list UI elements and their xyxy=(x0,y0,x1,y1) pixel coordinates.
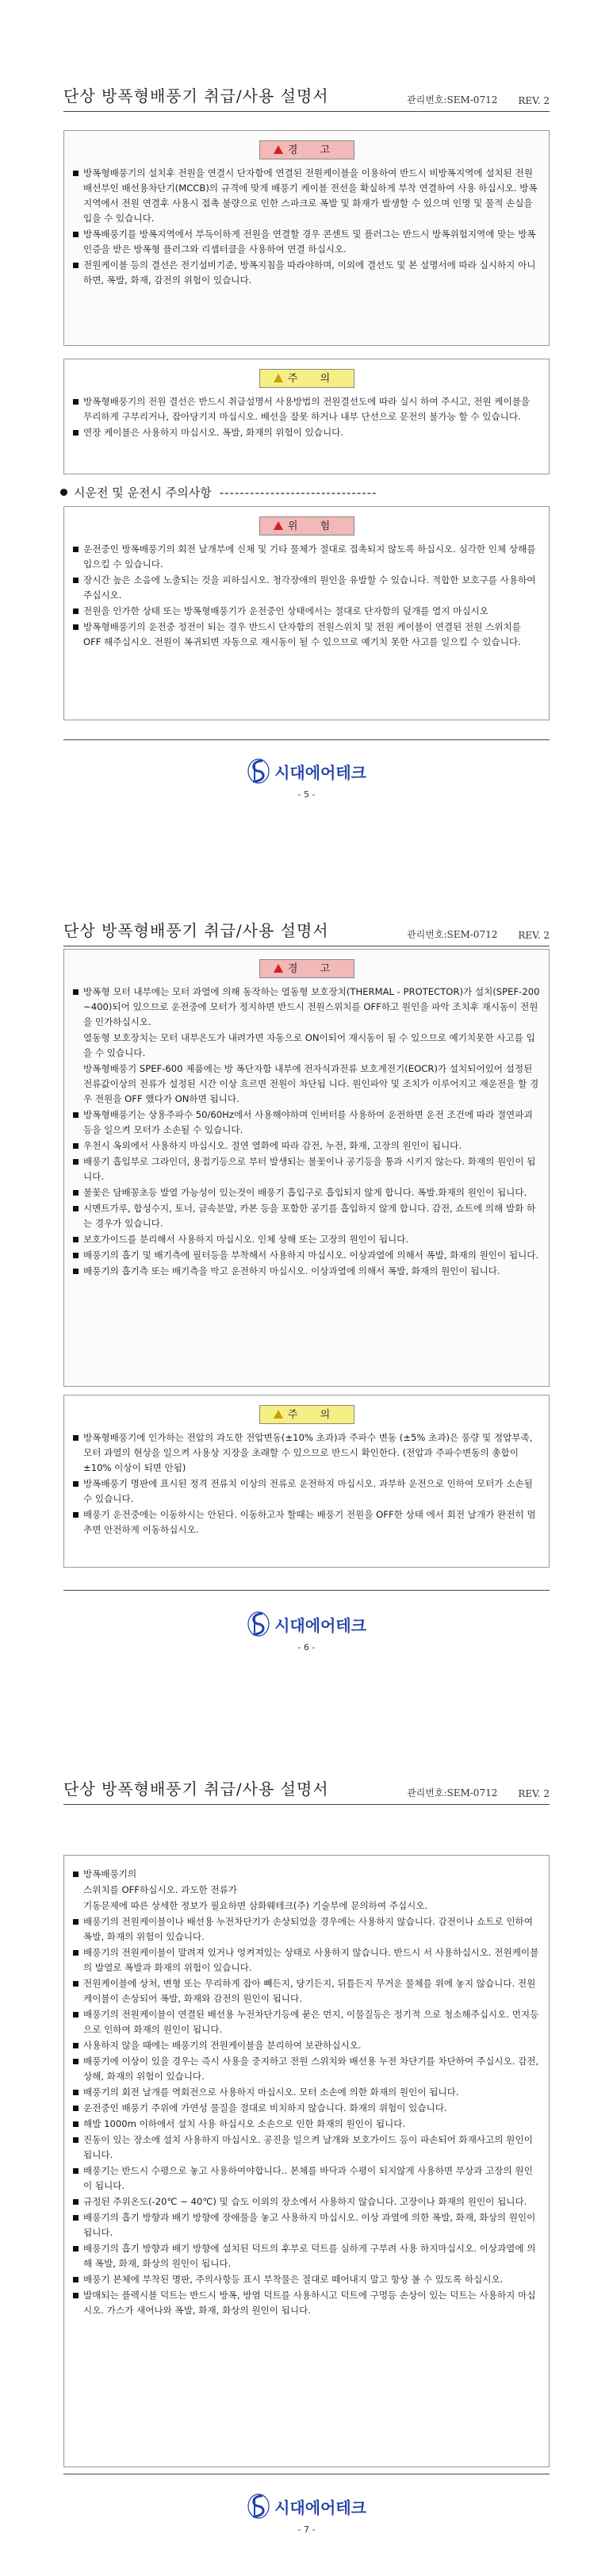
company-logo xyxy=(0,1610,613,1637)
list-item: 배풍기 본체에 부착된 명판, 주의사항등 표시 부착물은 절대로 떼어내지 말고 항상 볼 수 있도록 하십시오. xyxy=(72,2272,541,2287)
page-header xyxy=(63,903,550,946)
list-item: 방폭배풍기를 방폭지역에서 부득이하게 전원을 연결할 경우 콘센트 및 플러그는 반드시 방폭위험지역에 맞는 방폭인증을 받은 방폭형 플러그와 리셉터클을 사용하여 연결 하십시오. xyxy=(72,227,541,257)
section-heading xyxy=(60,484,377,501)
footer-rule xyxy=(63,1590,550,1591)
doc-revision: REV. 2 xyxy=(518,930,550,941)
list-item: 열동형 보호장치는 모터 내부온도가 내려가면 자동으로 ON이되어 재시동이 될 수 있으므로 예기치못한 사고를 입을 수 있습니다. xyxy=(83,1032,535,1058)
list-item: 방폭형배풍기 SPEF-600 제품에는 방 폭단자함 내부에 전자식과전류 보호계전기(EOCR)가 설치되어있어 설정된 전류값이상의 전류가 설정된 시간 이상 흐르면 전원이 차단됩 니다. 원인파악 및 조치가 이루어지고 재운전을 할 경우 전원을 OFF 했다가 ON하면 됩니다. xyxy=(83,1063,539,1104)
logo-mark-icon xyxy=(247,2493,270,2520)
list-item: 운전중인 방폭배풍기의 회전 날개부에 신체 및 기타 물체가 절대로 접촉되지 않도록 하십시오. 심각한 인체 상해를 입으킬 수 있습니다. xyxy=(72,542,541,572)
warning-badge: 경 고 xyxy=(259,959,354,978)
list-item: 배풍기의 전원케이블이 연결된 배선용 누전차단기등에 묻은 먼지, 이물질등은 정기적 으로 청소해주십시오. 먼지등으로 인하여 화재의 원인이 됩니다. xyxy=(72,2007,541,2037)
section-dashes: ------------------------------- xyxy=(219,485,377,500)
list-item: 배풍기에 이상이 있을 경우는 즉시 사용을 중지하고 전원 스위치와 배선용 누전 차단기를 차단하여 주십시오. 감전, 상해, 화재의 위험이 있습니다. xyxy=(72,2054,541,2084)
list-item: 배풍기 흡입부로 그라인더, 용접기등으로 부터 발생되는 불꽃이나 공기등을 통과 시키지 않는다. 화재의 원인이 됩니다. xyxy=(72,1154,541,1184)
danger-icon xyxy=(274,521,283,530)
list-item: 배풍기는 반드시 수평으로 놓고 사용하여야합니다.. 본체를 바닥과 수평이 되지않게 사용하면 부상과 고장의 원인이 됩니다. xyxy=(72,2163,541,2194)
warning-list xyxy=(72,166,541,288)
brand-name: 시대에어테크 xyxy=(274,2497,366,2517)
warning-box xyxy=(63,130,550,346)
list-item: 규정된 주위온도(-20℃ ~ 40℃) 및 습도 이외의 장소에서 사용하지 않습니다. 고장이나 화재의 원인이 됩니다. xyxy=(72,2194,541,2209)
list-item: 방폭형 모터 내부에는 모터 과열에 의해 동작하는 열동형 보호장치(THERMAL - PROTECTOR)가 설치(SPEF-200 ~400)되어 있으므로 운전중에 모터가 정지하면 반드시 전원스위치를 OFF하고 원인을 파악 조치후 재시동이 전원을 인가하십시오. xyxy=(72,985,541,1030)
section-title: 시운전 및 운전시 주의사항 xyxy=(74,486,212,500)
doc-revision: REV. 2 xyxy=(518,95,550,106)
list-item: 해발 1000m 이하에서 설치 사용 하십시오 소손으로 인한 화재의 원인이 됩니다. xyxy=(72,2117,541,2132)
doc-title: 단상 방폭형배풍기 취급/사용 설명서 xyxy=(63,1779,329,1799)
caution-icon xyxy=(274,374,283,382)
caution-icon xyxy=(274,1410,283,1419)
list-item: 방폭형배풍기에 인가하는 전압의 과도한 전압변동(±10% 초과)과 주파수 변동 (±5% 초과)은 풍량 및 정압부족, 모터 과열의 현상을 일으켜 사용상 지장을 초래할 수 있으므로 반드시 확인한다. (전압과 주파수변동의 총합이 ±10% 이상이 되면 안됨) xyxy=(72,1430,541,1476)
caution-box xyxy=(63,1395,550,1568)
doc-title: 단상 방폭형배풍기 취급/사용 설명서 xyxy=(63,86,329,106)
list-item: 배풍기의 흡기측 또는 배기측을 막고 운전하지 마십시오. 이상과열에 의해서 폭발, 화재의 원인이 됩니다. xyxy=(72,1264,541,1279)
list-item: 배풍기의 전원케이블이 말려져 있거나 엉켜져있는 상태로 사용하지 않습니다. 반드시 서 사용하십시오. 전원케이블의 발열로 폭발과 화재의 위험이 있습니다. xyxy=(72,1945,541,1975)
notice-box xyxy=(63,1855,550,2467)
caution-box xyxy=(63,359,550,474)
page-header xyxy=(63,68,550,112)
list-item: 방폭형배풍기는 상용주파수 50/60Hz에서 사용해야하며 인버터를 사용하여 운전하면 운전 조건에 따라 절연파괴등을 일으켜 모터가 소손될 수 있습니다. xyxy=(72,1108,541,1138)
danger-list xyxy=(72,542,541,650)
list-item: 발매되는 플렉시블 덕트는 반드시 방폭, 방염 덕트를 사용하시고 덕트에 구멍등 손상이 있는 덕트는 사용하지 마십시오. 가스가 새어나와 폭발, 화재, 화상의 원인이 됩니다. xyxy=(72,2288,541,2318)
company-logo xyxy=(0,2493,613,2520)
caution-badge: 주 의 xyxy=(259,1405,354,1424)
list-item: 방폭배풍기의 xyxy=(72,1867,541,1882)
list-item: 배풍기 운전중에는 이동하시는 안된다. 이동하고자 할때는 배풍기 전원을 OFF한 상태 에서 회전 날개가 완전히 멈추면 안전하게 이동하십시오. xyxy=(72,1507,541,1538)
logo-mark-icon xyxy=(247,758,270,785)
list-item: 우천시 옥외에서 사용하지 마십시오. 절연 열화에 따라 감전, 누전, 화재, 고장의 원인이 됩니다. xyxy=(72,1138,541,1154)
list-item: 전원을 인가한 상태 또는 방폭형배풍기가 운전중인 상태에서는 절대로 단자함의 덮개를 열지 마십시오 xyxy=(72,604,541,619)
list-item: 방폭형배풍기의 운전중 정전이 되는 경우 반드시 단자함의 전원스위치 및 전원 케이블이 연결된 전원 스위치를 OFF 해주십시오. 전원이 복귀되면 자동으로 재시동이 될 수 있으므로 예기치 못한 사고를 일으킬 수 있습니다. xyxy=(72,620,541,650)
doc-number: 관리번호:SEM-0712 xyxy=(407,94,498,106)
danger-badge: 위 험 xyxy=(259,516,354,536)
doc-title: 단상 방폭형배풍기 취급/사용 설명서 xyxy=(63,921,329,940)
company-logo xyxy=(0,758,613,785)
list-item: 배풍기의 전원케이블이나 배선용 누전차단기가 손상되었을 경우에는 사용하지 않습니다. 감전이나 쇼트로 인하여 폭발, 화재의 위험이 있습니다. xyxy=(72,1914,541,1944)
caution-list xyxy=(72,394,541,440)
page-number: - 5 - xyxy=(297,789,316,800)
list-item: 불꽃은 담배꽁초등 발열 가능성이 있는것이 배풍기 흡입구로 흡입되지 않게 합니다. 폭발.화재의 원인이 됩니다. xyxy=(72,1185,541,1200)
list-item: 배풍기의 흡기 방향과 배기 방향에 장애물을 놓고 사용하지 마십시오. 이상 과열에 의한 폭발, 화재, 화상의 원인이 됩니다. xyxy=(72,2210,541,2240)
list-item: 배풍기의 흡기 및 배기측에 필터등을 부착해서 사용하지 마십시오. 이상과열에 의해서 폭발, 화재의 원인이 됩니다. xyxy=(72,1248,541,1263)
list-item: 사용하지 않을 때에는 배풍기의 전원케이블을 분리하여 보관하십시오. xyxy=(72,2038,541,2053)
page-number: - 7 - xyxy=(297,2524,316,2535)
list-item: 기동문제에 따른 상세한 정보가 필요하면 삼화웨테크(주) 기술부에 문의하여 주십시오. xyxy=(83,1900,428,1911)
list-item: 배풍기의 흡기 방향과 배기 방향에 설치된 덕트의 후부로 덕트를 심하게 구부려 사용 하지마십시오. 이상과열에 의해 폭발, 화재, 화상의 원인이 됩니다. xyxy=(72,2241,541,2271)
list-item: 배풍기의 회전 날개를 역회전으로 사용하지 마십시오. 모터 소손에 의한 화재의 원인이 됩니다. xyxy=(72,2085,541,2100)
list-item: 전원케이블에 상처, 변형 또는 무리하게 잡아 빼든지, 당기든지, 뒤틀든지 무거운 물체를 위에 놓지 않습니다. 전원케이블이 손상되어 폭발, 화재와 감전의 원인이 됩니다. xyxy=(72,1976,541,2006)
list-item: 보호가이드를 분리해서 사용하지 마십시오. 인체 상해 또는 고장의 원인이 됩니다. xyxy=(72,1232,541,1247)
list-item: 방폭형배풍기의 전원 결선은 반드시 취급설명서 사용방법의 전원결선도에 따라 실시 하여 주시고, 전원 케이블을 무리하게 구부리거나, 잡아당기지 마십시오. 배선을 잘못 하거나 내부 단선으로 문전의 불가능 할 수 있습니다. xyxy=(72,394,541,424)
warning-box xyxy=(63,949,550,1387)
list-item: 스위치를 OFF하십시오. 과도한 전류가 xyxy=(83,1884,237,1895)
list-item: 시멘트가루, 합성수지, 토너, 금속분말, 카본 등을 포함한 공기를 흡입하지 않게 합니다. 감전, 쇼트에 의해 발화 하는 경우가 있습니다. xyxy=(72,1201,541,1231)
bullet-icon xyxy=(60,489,67,496)
list-item: 연장 케이블은 사용하지 마십시오. 폭발, 화재의 위험이 있습니다. xyxy=(72,425,541,440)
list-item: 전원케이블 등의 결선은 전기설비기준, 방폭지침을 따라야하며, 이외에 결선도 및 본 설명서에 따라 실시하지 아니하면, 폭발, 화재, 감전의 위험이 있습니다. xyxy=(72,258,541,288)
warning-icon xyxy=(274,145,283,154)
notice-list xyxy=(72,1867,541,2318)
danger-box xyxy=(63,506,550,720)
list-item: 장시간 높은 소음에 노출되는 것을 피하십시오. 청각장애의 원인을 유발할 수 있습니다. 적합한 보호구를 사용하여 주십시오. xyxy=(72,573,541,603)
warning-list xyxy=(72,985,541,1279)
caution-list xyxy=(72,1430,541,1538)
page-header xyxy=(63,1761,550,1805)
list-item: 방폭배풍기 명판에 표시된 정격 전류치 이상의 전류로 운전하지 마십시오. 과부하 운전으로 인하여 모터가 소손될 수 있습니다. xyxy=(72,1476,541,1507)
caution-badge: 주 의 xyxy=(259,369,354,388)
warning-icon xyxy=(274,964,283,973)
brand-name: 시대에어테크 xyxy=(274,762,366,782)
warning-badge: 경 고 xyxy=(259,140,354,159)
doc-number: 관리번호:SEM-0712 xyxy=(407,1787,498,1799)
doc-revision: REV. 2 xyxy=(518,1788,550,1799)
brand-name: 시대에어테크 xyxy=(274,1615,366,1635)
list-item: 운전중인 배풍기 주위에 가연성 물질을 절대로 비치하지 않습니다. 화재의 위험이 있습니다. xyxy=(72,2101,541,2116)
doc-number: 관리번호:SEM-0712 xyxy=(407,929,498,940)
list-item: 방폭형배풍기의 설치후 전원을 연결시 단자함에 연결된 전원케이블을 이용하여 반드시 비방폭지역에 설치된 전원 배선부인 배선용차단기(MCCB)의 규격에 맞게 배풍기 케이블 전선을 확실하게 부착 연결하여 사용 하십시오. 방폭지역에서 전원 연결후 사용시 접촉 불량으로 인한 스파크로 폭발 및 화재가 발생할 수 있으며 인명 및 물적 손실을 입을 수 있습니다. xyxy=(72,166,541,226)
logo-mark-icon xyxy=(247,1610,270,1637)
page-number: - 6 - xyxy=(297,1642,316,1653)
list-item: 진동이 있는 장소에 설치 사용하지 마십시오. 공진을 일으켜 날개와 보호가이드 등이 파손되어 화재사고의 원인이 됩니다. xyxy=(72,2133,541,2163)
footer-rule xyxy=(63,739,550,740)
